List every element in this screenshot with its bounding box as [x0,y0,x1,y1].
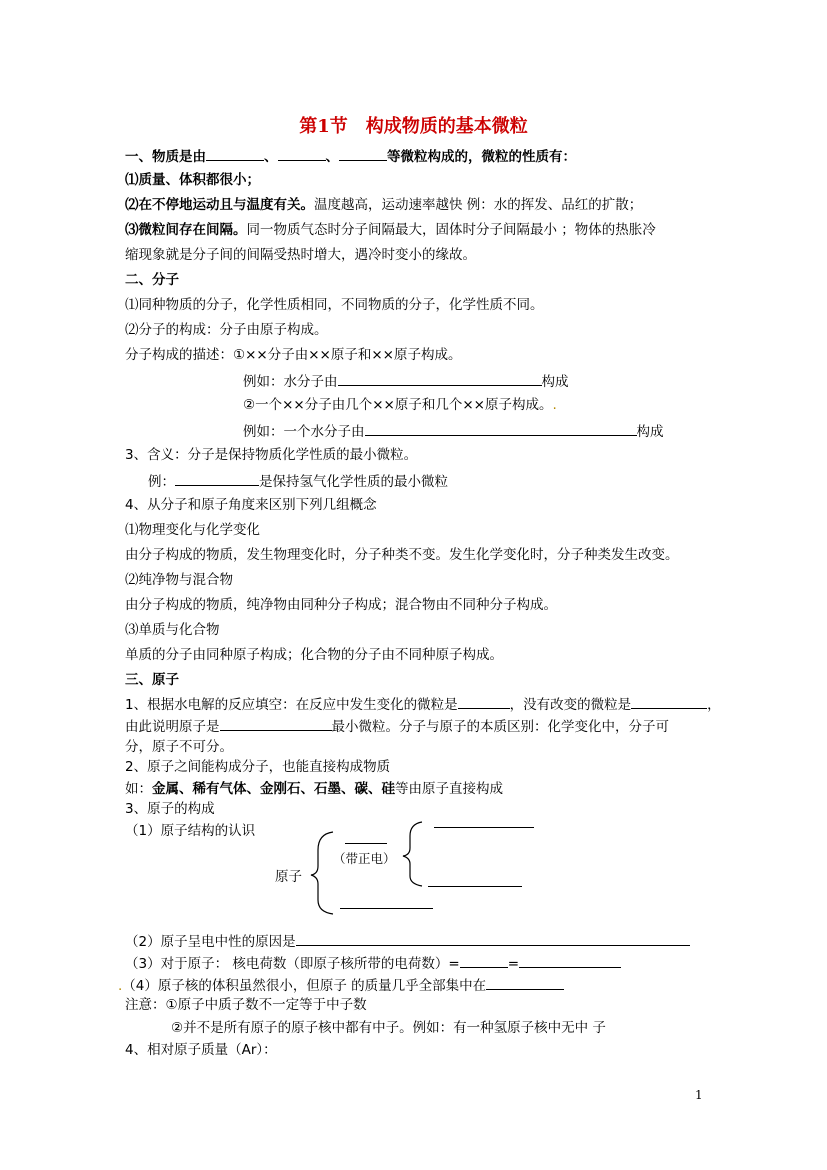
property-3-continued: 缩现象就是分子间的间隔受热时增大，遇冷时变小的缘故。 [125,247,476,263]
text-line: ⑶单质与化合物 [125,622,220,638]
section-1-heading: 一、物质是由 、 、 等微粒构成的，微粒的性质有： [125,146,576,166]
text-line: 2、原子之间能构成分子，也能直接构成物质 [125,759,391,775]
text-line: 由分子构成的物质，纯净物由同种分子构成；混合物由不同种分子构成。 [125,597,557,613]
text-line: 如：金属、稀有气体、金刚石、石墨、碳、硅等由原子直接构成 [125,781,503,797]
property-2: ⑵在不停地运动且与温度有关。温度越高，运动速率越快 例：水的挥发、品红的扩散； [125,197,643,213]
text-line: 由分子构成的物质，发生物理变化时，分子种类不变。发生化学变化时，分子种类发生改变。 [125,547,679,563]
page-title: 第1节 构成物质的基本微粒 [299,116,528,137]
example-line: 例如：水分子由 构成 [243,371,569,391]
page-number: 1 [695,1088,703,1102]
blank-nucleus [345,843,387,844]
positive-charge-label: （带正电） [333,851,396,866]
atom-label: 原子 [275,869,302,885]
text-line: 分子构成的描述：①××分子由××原子和××原子构成。 [125,347,462,363]
text-line: 3、含义：分子是保持物质化学性质的最小微粒。 [125,447,418,463]
text-line: 单质的分子由同种原子构成；化合物的分子由不同种原子构成。 [125,647,503,663]
text-line: ⑴物理变化与化学变化 [125,522,260,538]
text-line: （2）原子呈电中性的原因是 [125,931,690,951]
inner-brace [403,822,422,886]
text-line: （3）对于原子： 核电荷数（即原子核所带的电荷数）= = [125,953,621,973]
text-line: ⑵纯净物与混合物 [125,572,233,588]
text-line: 4、从分子和原子角度来区别下列几组概念 [125,497,377,513]
outer-brace [311,832,333,914]
text-line: .（4）原子核的体积虽然很小，但原子 的质量几乎全部集中在 [118,975,564,995]
blank-electron [340,908,433,909]
text-line: 分，原子不可分。 [125,739,233,755]
text-line: 3、原子的构成 [125,801,215,817]
text-line: （1）原子结构的认识 [125,823,256,839]
section-3-heading: 三、原子 [125,672,179,688]
text-line: ②一个××分子由几个××原子和几个××原子构成。. [243,397,557,413]
example-line: 例： 是保持氢气化学性质的最小微粒 [148,471,448,491]
text-line: 注意：①原子中质子数不一定等于中子数 [125,997,367,1013]
section-2-heading: 二、分子 [125,272,179,288]
blank-proton [434,827,534,828]
example-line: 例如：一个水分子由 构成 [243,421,664,441]
property-3: ⑶微粒间存在间隔。同一物质气态时分子间隔最大，固体时分子间隔最小 ；物体的热胀冷 [125,222,656,238]
text-line: ⑴同种物质的分子，化学性质相同，不同物质的分子，化学性质不同。 [125,297,544,313]
text-line: ⑵分子的构成：分子由原子构成。 [125,322,328,338]
text-line: ②并不是所有原子的原子核中都有中子。例如：有一种氢原子核中无中 子 [171,1020,606,1036]
blank-neutron [428,886,522,887]
property-1: ⑴质量、体积都很小； [125,172,260,188]
text-line: 1、根据水电解的反应填空：在反应中发生变化的微粒是 ，没有改变的微粒是 ， [125,694,721,714]
text-line: 4、相对原子质量（Ar）： [125,1042,277,1058]
text-line: 由此说明原子是 最小微粒。分子与原子的本质区别：化学变化中，分子可 [125,716,669,736]
